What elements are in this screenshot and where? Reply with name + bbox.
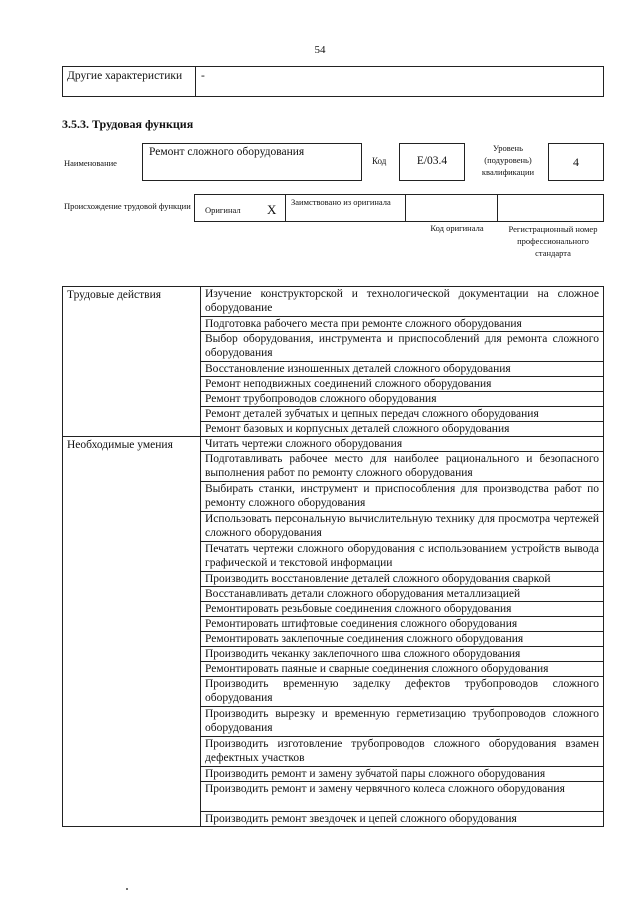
item-cell: Подготовка рабочего места при ремонте сложного оборудования — [201, 317, 604, 332]
divider — [195, 67, 196, 96]
code-label: Код — [372, 156, 387, 166]
other-characteristics-label: Другие характеристики — [67, 70, 183, 82]
item-cell: Подготавливать рабочее место для наиболее рационального и безопасного выполнения работ по ремонту сложного оборудования — [201, 452, 604, 482]
item-cell: Ремонтировать заклепочные соединения сложного оборудования — [201, 632, 604, 647]
item-cell: Печатать чертежи сложного оборудования с использованием устройств вывода графической и текстовой информации — [201, 542, 604, 572]
labor-function-table — [62, 286, 604, 827]
original-mark: X — [267, 202, 277, 217]
reg-number-label: Регистрационный номер профессионального стандарта — [508, 224, 598, 258]
code-original-label: Код оригинала — [430, 223, 484, 233]
item-cell: Производить чеканку заклепочного шва сложного оборудования — [201, 647, 604, 662]
scan-dot — [126, 888, 128, 890]
item-cell: Производить ремонт звездочек и цепей сложного оборудования — [201, 812, 604, 827]
item-cell: Ремонтировать штифтовые соединения сложного оборудования — [201, 617, 604, 632]
name-value: Ремонт сложного оборудования — [142, 143, 362, 181]
item-cell: Ремонт базовых и корпусных деталей сложного оборудования — [201, 422, 604, 437]
original-label: Оригинал — [205, 205, 241, 215]
item-cell: Производить вырезку и временную герметизацию трубопроводов сложного оборудования — [201, 707, 604, 737]
section-title: 3.5.3. Трудовая функция — [62, 117, 194, 131]
table-row — [63, 437, 604, 452]
category-cell: Трудовые действия — [63, 287, 201, 437]
item-cell: Ремонтировать резьбовые соединения сложного оборудования — [201, 602, 604, 617]
item-cell: Ремонт деталей зубчатых и цепных передач сложного оборудования — [201, 407, 604, 422]
origin-label: Происхождение трудовой функции — [64, 201, 191, 211]
item-cell: Выбирать станки, инструмент и приспособления для производства работ по ремонту сложного оборудования — [201, 482, 604, 512]
item-cell: Восстановление изношенных деталей сложного оборудования — [201, 362, 604, 377]
item-cell: Производить ремонт и замену червячного колеса сложного оборудования — [201, 782, 604, 812]
borrowed-cell — [285, 194, 406, 222]
item-cell: Производить изготовление трубопроводов сложного оборудования взамен дефектных участков — [201, 737, 604, 767]
item-cell: Использовать персональную вычислительную технику для просмотра чертежей сложного оборудования — [201, 512, 604, 542]
item-cell: Ремонтировать паяные и сварные соединения сложного оборудования — [201, 662, 604, 677]
origin-row — [194, 194, 604, 222]
item-cell: Производить временную заделку дефектов трубопроводов сложного оборудования — [201, 677, 604, 707]
item-cell: Восстанавливать детали сложного оборудования металлизацией — [201, 587, 604, 602]
borrowed-label: Заимствовано из оригинала — [291, 197, 391, 207]
item-cell: Ремонт трубопроводов сложного оборудования — [201, 392, 604, 407]
code-original-cell — [405, 194, 497, 222]
item-cell: Производить восстановление деталей сложного оборудования сваркой — [201, 572, 604, 587]
original-cell — [194, 194, 286, 222]
category-cell: Необходимые умения — [63, 437, 201, 827]
item-cell: Ремонт неподвижных соединений сложного оборудования — [201, 377, 604, 392]
item-cell: Производить ремонт и замену зубчатой пары сложного оборудования — [201, 767, 604, 782]
level-value: 4 — [548, 143, 604, 181]
code-value: E/03.4 — [399, 143, 465, 181]
item-cell: Читать чертежи сложного оборудования — [201, 437, 604, 452]
table-row — [63, 287, 604, 317]
page-number: 54 — [314, 44, 326, 56]
name-label: Наименование — [64, 158, 117, 168]
level-label: Уровень (подуровень) квалификации — [481, 143, 535, 177]
other-characteristics-row — [62, 66, 604, 97]
item-cell: Изучение конструкторской и технологической документации на сложное оборудование — [201, 287, 604, 317]
item-cell: Выбор оборудования, инструмента и приспособлений для ремонта сложного оборудования — [201, 332, 604, 362]
other-characteristics-value: - — [201, 70, 205, 82]
reg-number-cell — [497, 194, 604, 222]
